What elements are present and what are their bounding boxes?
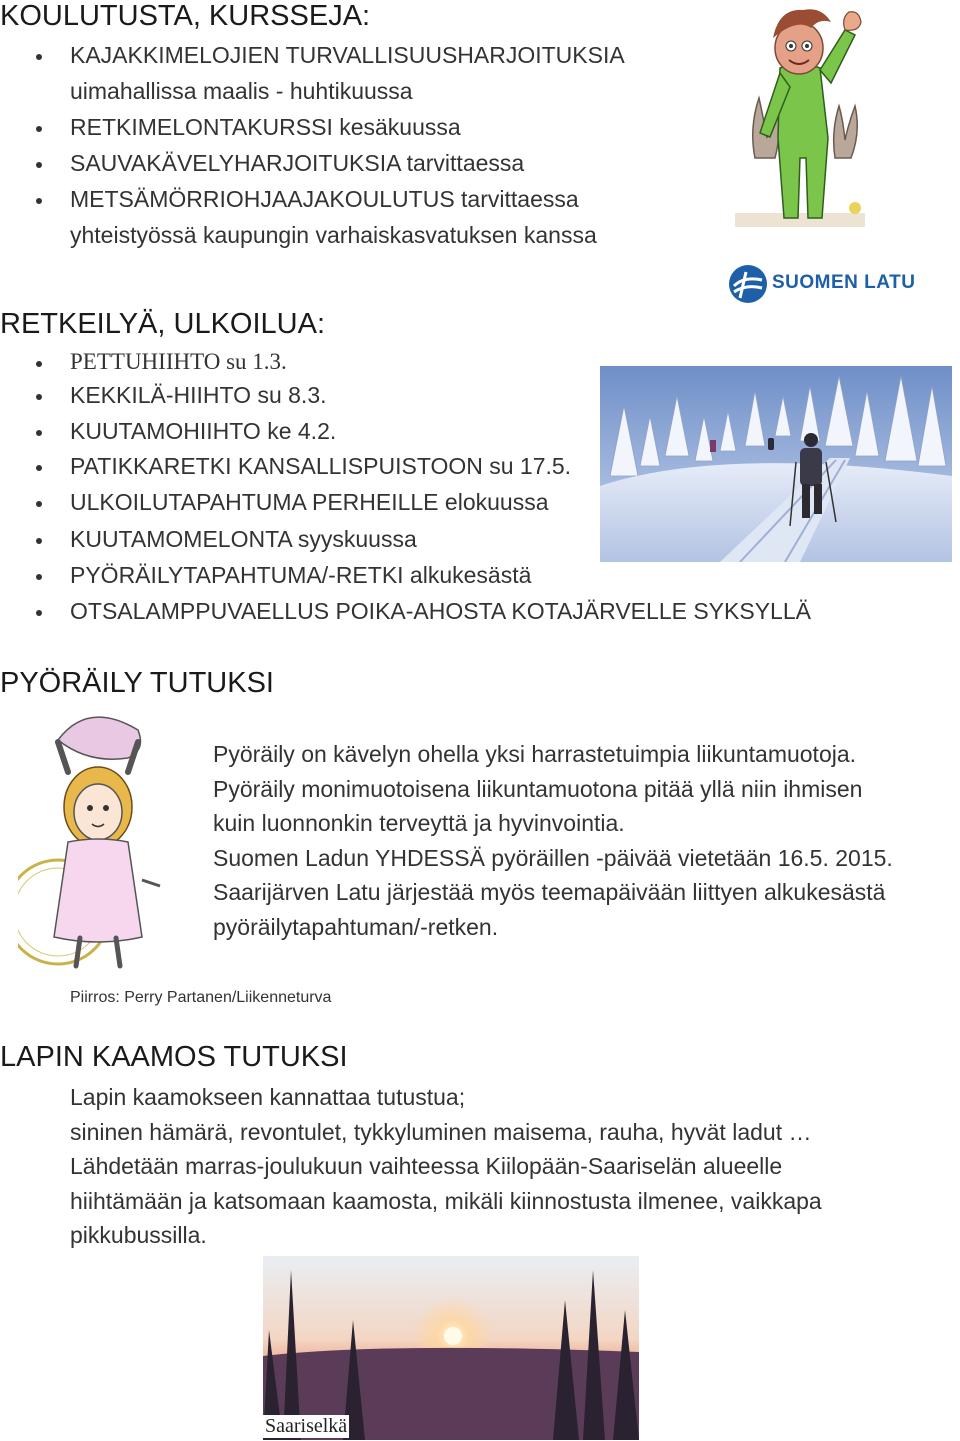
suomen-latu-logo [728,262,916,306]
bullet-icon [36,538,42,544]
cycling-heading: PYÖRÄILY TUTUKSI [0,667,274,699]
skiing-photo [600,366,952,562]
bullet-icon [36,394,42,400]
cycling-text [213,737,893,944]
lapland-heading: LAPIN KAAMOS TUTUKSI [0,1041,348,1073]
lapland-line: Lapin kaamokseen kannattaa tutustua; [70,1084,466,1110]
bullet-icon [36,198,42,204]
suomen-latu-logo-icon [728,264,768,304]
bullet-icon [36,610,42,616]
bullet-icon [36,126,42,132]
cycling-line: Suomen Ladun YHDESSÄ pyöräillen -päivää vietetään 16.5. 2015. [213,844,893,871]
cycling-line: Saarijärven Latu järjestää myös teemapäivään liittyen alkukesästä [213,879,886,905]
troll-illustration [735,8,865,233]
bullet-icon [36,430,42,436]
bullet-icon [36,361,42,367]
lapland-line: pikkubussilla. [70,1222,207,1248]
bullet-icon [36,501,42,507]
lapland-sunset-photo [263,1256,639,1440]
cyclist-girl-illustration [18,712,173,974]
outdoor-heading: RETKEILYÄ, ULKOILUA: [0,308,326,340]
cycling-line: kuin luonnonkin terveyttä ja hyvinvointia. [213,810,625,836]
courses-heading: KOULUTUSTA, KURSSEJA: [0,0,371,32]
lapland-line: hiihtämään ja katsomaan kaamosta, mikäli kiinnostusta ilmenee, vaikkapa [70,1187,822,1214]
bullet-icon [36,465,42,471]
bullet-icon [36,574,42,580]
illustration-credit: Piirros: Perry Partanen/Liikenneturva [70,989,332,1006]
cycling-line: pyöräilytapahtuman/-retken. [213,913,499,940]
logo-text: SUOMEN LATU [772,272,916,293]
lapland-line: Lähdetään marras-joulukuun vaihteessa Kiilopään-Saariselän alueelle [70,1153,783,1179]
cycling-line: Pyöräily monimuotoisena liikuntamuotona pitää yllä niin ihmisen [213,775,863,802]
cycling-line: Pyöräily on kävelyn ohella yksi harrastetuimpia liikuntamuotoja. [213,741,857,767]
bullet-icon [36,54,42,60]
bullet-icon [36,162,42,168]
photo-caption: Saariselkä [265,1415,348,1437]
lapland-line: sininen hämärä, revontulet, tykkyluminen maisema, rauha, hyvät ladut … [70,1118,812,1145]
lapland-text [70,1080,822,1253]
